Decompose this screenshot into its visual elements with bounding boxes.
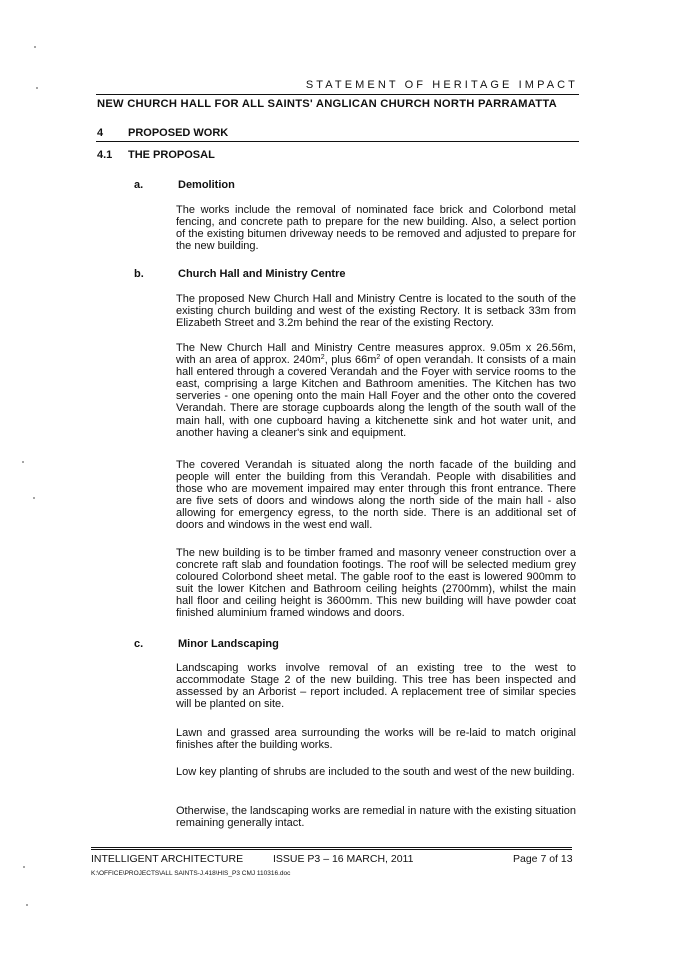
item-c-title: Minor Landscaping (178, 638, 279, 650)
item-b-letter: b. (134, 268, 144, 280)
item-c-paragraph-4: Otherwise, the landscaping works are remedial in nature with the existing situation remaining generally intact. (176, 805, 576, 830)
header-project-title: NEW CHURCH HALL FOR ALL SAINTS' ANGLICAN CHURCH NORTH PARRAMATTA (97, 98, 557, 110)
footer-rule (91, 847, 572, 848)
subsection-number: 4.1 (97, 149, 113, 161)
item-b-heading (134, 268, 346, 280)
item-b-paragraph-3: The covered Verandah is situated along the north facade of the building and people will enter the building from this Verandah. People with disabilities and those who are movement impaired may enter through this front entrance. There are five sets of doors and windows along the north side of the main hall - also allowing for emergency egress, to the north side. There is an additional set of doors and windows in the west end wall. (176, 459, 576, 532)
section-number: 4 (97, 127, 104, 139)
item-c-paragraph-2: Lawn and grassed area surrounding the works will be re-laid to match original finishes after the building works. (176, 727, 576, 752)
header-rule (96, 94, 579, 95)
header-statement: STATEMENT OF HERITAGE IMPACT (305, 79, 578, 91)
scan-speck (22, 461, 24, 463)
item-c-paragraph-1: Landscaping works involve removal of an existing tree to the west to accommodate Stage 2 of the new building. This tree has been inspected and assessed by an Arborist – report included. A replacement tree of similar species will be planted on site. (176, 662, 576, 711)
subsection-title: THE PROPOSAL (128, 149, 215, 161)
scan-speck (23, 866, 25, 868)
item-a-paragraph-1: The works include the removal of nominated face brick and Colorbond metal fencing, and concrete path to prepare for the new building. Also, a select portion of the existing bitumen driveway needs to be removed and adjusted to prepare for the new building. (176, 204, 576, 253)
section-title: PROPOSED WORK (128, 127, 229, 139)
item-c-paragraph-3: Low key planting of shrubs are included to the south and west of the new building. (176, 766, 575, 778)
item-b-paragraph-2: The New Church Hall and Ministry Centre measures approx. 9.05m x 26.56m, with an area of approx. $240m^2$, plus $66m^2$ of open verandah. It consists of a main hall entered through a covered Verandah and the Foyer with service rooms to the east, comprising a large Kitchen and Bathroom amenities. The Kitchen has two serveries - one opening onto the main Hall Foyer and the other onto the covered Verandah. There are storage cupboards along the length of the south wall of the main hall, with one cupboard having a kitchenette sink and hot water unit, and another having a cleaner's sink and equipment. (176, 342, 576, 439)
item-b-title: Church Hall and Ministry Centre (178, 268, 346, 280)
item-c-letter: c. (134, 638, 144, 650)
footer-issue: ISSUE P3 – 16 MARCH, 2011 (273, 853, 414, 865)
scan-speck (26, 904, 28, 906)
item-b-paragraph-4: The new building is to be timber framed and masonry veneer construction over a concrete raft slab and foundation footings. The roof will be selected medium grey coloured Colorbond sheet metal. The gable roof to the east is lowered 900mm to suit the lower Kitchen and Bathroom ceiling heights (2700mm), whilst the main hall floor and ceiling height is 3600mm. This new building will have powder coat finished aluminium framed windows and doors. (176, 547, 576, 620)
scan-speck (34, 46, 36, 48)
scan-speck (36, 87, 38, 89)
item-a-heading (134, 179, 235, 191)
item-a-title: Demolition (178, 179, 235, 191)
footer-page-number: Page 7 of 13 (513, 853, 573, 865)
footer-file-path: K:\OFFICE\PROJECTS\ALL SAINTS-J.418\HIS_P3 CMJ 110316.doc (91, 870, 291, 877)
section-rule (96, 141, 579, 142)
item-c-heading (134, 638, 279, 650)
item-b-paragraph-1: The proposed New Church Hall and Ministry Centre is located to the south of the existing church building and west of the existing Rectory. It is setback 33m from Elizabeth Street and 3.2m behind the rear of the existing Rectory. (176, 293, 576, 330)
item-a-letter: a. (134, 179, 144, 191)
scan-speck (33, 497, 35, 499)
footer-firm: INTELLIGENT ARCHITECTURE (91, 853, 244, 865)
footer-rule-secondary (91, 849, 572, 850)
